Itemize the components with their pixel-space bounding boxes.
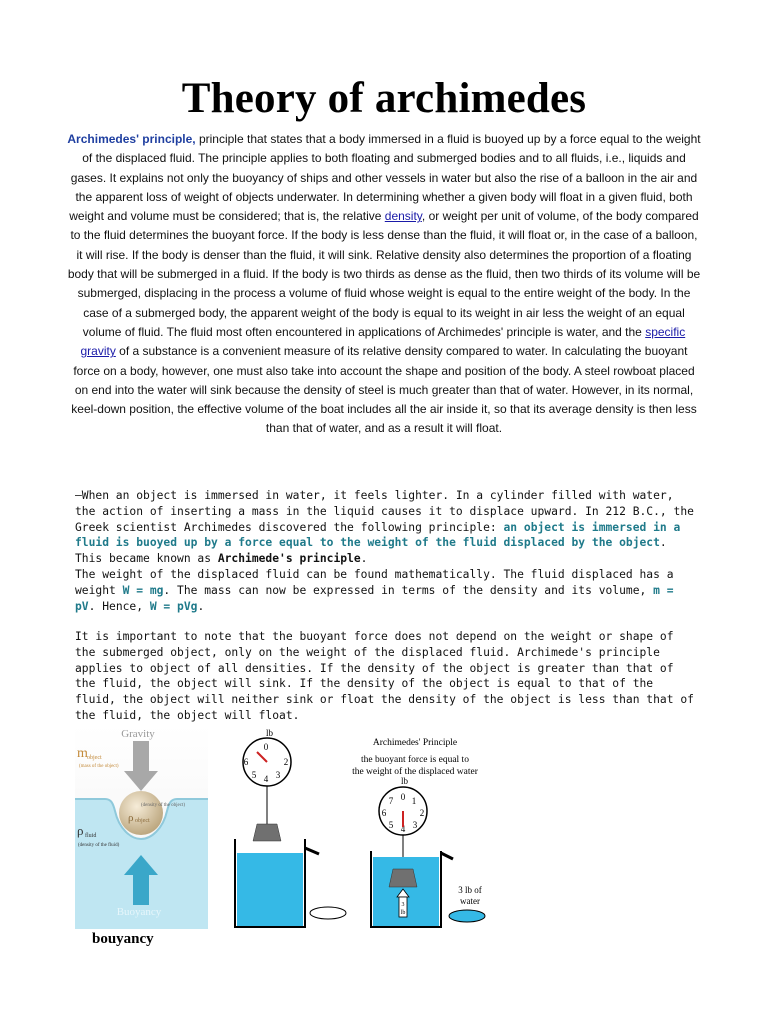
principle-paragraph: –When an object is immersed in water, it feels lighter. In a cylinder filled with water, the action of inserting a mass in the liquid causes it to displace upward. In 212 B.C., the Greek scientist Archimedes discovered the following principle: an object is immersed in a fluid is buoyed up by a force equal to the weight of the fluid displaced by the object. This became known as Archimede's principle. The weight of the displaced fluid can be found mathematically. The fluid displaced has a weight W = mg. The mass can now be expressed in terms of the density and its volume, m = pV. Hence, W = pVg. <box>75 489 694 613</box>
mass-symbol: m <box>77 746 88 761</box>
svg-text:5: 5 <box>251 770 257 780</box>
principle-name: Archimede's principle <box>217 552 361 566</box>
page-title: Theory of archimedes <box>181 75 587 122</box>
equation-weight: W = mg <box>122 583 164 597</box>
fluid-density-symbol: ρ <box>77 823 84 838</box>
archimedes-diagram <box>233 727 497 928</box>
svg-text:lb: lb <box>400 910 406 916</box>
mass-description: (mass of the object) <box>79 764 119 769</box>
diagram-caption-line1: the buoyant force is equal to <box>361 755 469 765</box>
svg-text:6: 6 <box>381 808 387 818</box>
buoyant-force-paragraph: It is important to note that the buoyant force does not depend on the weight or shape of the submerged object, only on the weight of the displaced fluid. Archimede's principle applies to object of all densities. If the density of the object is greater than that of the fluid, the object will sink. If the density of the object is equal to that of the fluid, the object will neither sink or float the density of the object is less than that of the fluid, the object will float. <box>75 630 694 722</box>
principle-statement: an object is immersed in a fluid is buoyed up by a force equal to the weight of the fluid displaced by the object <box>75 520 681 550</box>
svg-text:2: 2 <box>283 757 289 767</box>
figure-caption: bouyancy <box>92 931 154 947</box>
displaced-water-bowl <box>449 910 485 922</box>
gravity-label: Gravity <box>121 728 155 740</box>
principle-lead: Archimedes' principle, <box>67 132 196 146</box>
svg-text:3: 3 <box>275 770 281 780</box>
object-density-symbol: ρ <box>128 812 134 824</box>
object-sphere <box>119 791 163 835</box>
left-weight <box>253 824 281 841</box>
svg-text:3: 3 <box>401 902 405 908</box>
svg-text:fluid: fluid <box>85 833 97 839</box>
specific-gravity-link[interactable]: specific gravity <box>80 324 686 359</box>
displaced-water-label-1: 3 lb of <box>458 885 482 895</box>
diagram-caption-line2: the weight of the displaced water <box>352 767 478 777</box>
svg-text:0: 0 <box>400 792 406 802</box>
fluid-density-description: (density of the fluid) <box>78 843 120 848</box>
diagram-heading: Archimedes' Principle <box>372 738 458 748</box>
object-density-description: (density of the object) <box>141 803 186 808</box>
svg-text:object: object <box>135 818 150 824</box>
buoyancy-label: Buoyancy <box>116 906 162 918</box>
gravity-arrow <box>133 741 149 771</box>
svg-text:0: 0 <box>263 742 269 752</box>
left-unit-label: lb <box>266 728 274 738</box>
displaced-water-label-2: water <box>460 896 480 906</box>
svg-text:7: 7 <box>388 796 394 806</box>
buoyancy-diagram <box>75 725 208 929</box>
svg-text:6: 6 <box>243 757 249 767</box>
right-unit-label: lb <box>401 776 409 786</box>
equation-buoyant: W = pVg <box>149 599 198 613</box>
svg-text:4: 4 <box>263 774 269 784</box>
svg-text:object: object <box>87 755 102 761</box>
density-link[interactable]: density <box>384 209 422 224</box>
svg-text:3: 3 <box>412 820 418 830</box>
svg-text:5: 5 <box>388 820 394 830</box>
svg-text:1: 1 <box>411 796 417 806</box>
svg-text:2: 2 <box>419 808 425 818</box>
intro-paragraph: Archimedes' principle, principle that states that a body immersed in a fluid is buoyed up by a force equal to the weight of the displaced fluid. The principle applies to both floating and submerged bodies and to all fluids, i.e., liquids and gases. It explains not only the buoyancy of ships and other vessels in water but also the rise of a balloon in the air and the apparent loss of weight of objects underwater. In determining whether a given body will float in a given fluid, both weight and volume must be considered; that is, the relative density, or weight per unit of volume, of the body compared to the fluid determines the buoyant force. If the body is less dense than the fluid, it will float or, in the case of a balloon, it will rise. If the body is denser than the fluid, it will sink. Relative density also determines the proportion of a floating body that will be submerged in a fluid. If the body is two thirds as dense as the fluid, then two thirds of its volume will be submerged, displacing in the process a volume of fluid whose weight is equal to the entire weight of the body. In the case of a submerged body, the apparent weight of the body is equal to its weight in air less the weight of an equal volume of fluid. The fluid most often encountered in applications of Archimedes' principle is water, and the specific gravity of a substance is a convenient measure of its relative density compared to water. In calculating the buoyant force on a body, however, one must also take into account the shape and position of the body. A steel rowboat placed on end into the water will sink because the density of steel is much greater than that of water. However, in its normal, keel-down position, the effective volume of the boat includes all the air inside it, so that its average density is then less than that of water, and as a result it will float. <box>67 132 701 436</box>
right-weight <box>389 869 417 887</box>
svg-text:4: 4 <box>400 824 406 834</box>
left-water <box>237 853 303 927</box>
equation-mass: m = pV <box>75 583 674 613</box>
